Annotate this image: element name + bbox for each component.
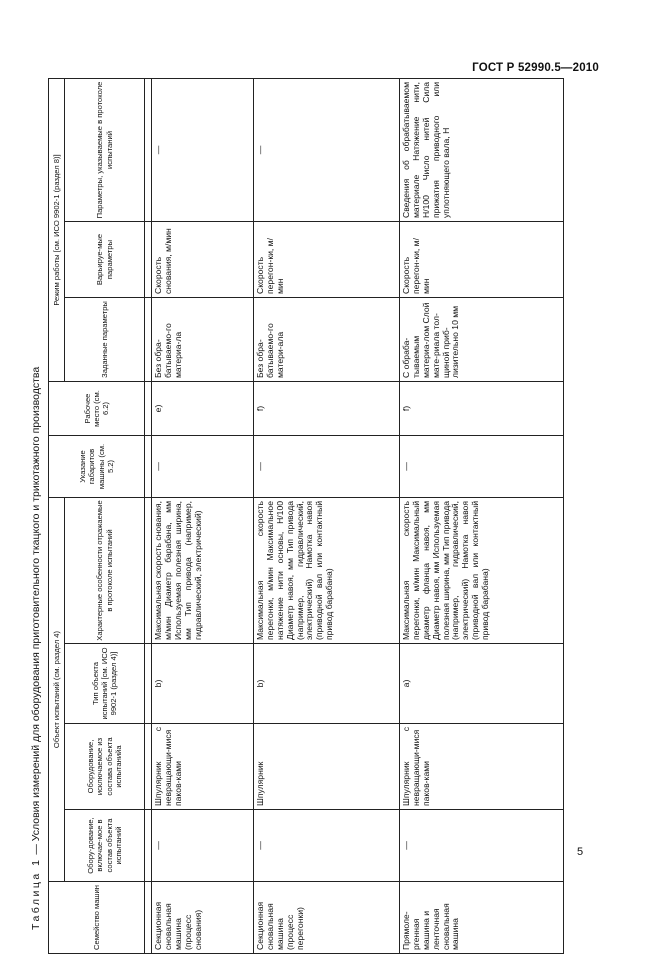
cell-varied-params: Скорость перегон-ки, м/мин bbox=[254, 222, 400, 298]
cell-family: Секционная сновальная машина (процесс перегонки) bbox=[254, 882, 400, 954]
table-row bbox=[152, 79, 254, 954]
cell-reported-params: — bbox=[152, 79, 254, 222]
col-header-family: Семейство машин bbox=[49, 882, 145, 954]
cell-characteristics: Максимальная скорость перегонки, м/мин Максимальное натяжение нити основы, Н/100 Диаметр навоя, мм Тип привода (например, гидравлический, электрический) Намотка навоя (приводной вал или контактный привод барабана) bbox=[254, 498, 400, 644]
table-row bbox=[400, 79, 564, 954]
cell-dimensions: — bbox=[152, 436, 254, 498]
col-header-dimensions: Указание габаритов машины (см. 5.2) bbox=[49, 436, 145, 498]
cell-excluded: Шпулярник bbox=[254, 724, 400, 810]
cell-reported-params: Сведения об обрабатываемом материале Натяжение нити, Н/100 Число нитей Сила прижатия приводного или уплотняющего вала, Н bbox=[400, 79, 564, 222]
page-number: 5 bbox=[577, 846, 584, 858]
document-header: ГОСТ Р 52990.5—2010 bbox=[472, 62, 599, 74]
col-header-varied-params: Варьируе-мые параметры bbox=[65, 222, 145, 298]
cell-varied-params: Скорость снования, м/мин bbox=[152, 222, 254, 298]
cell-workplace: e) bbox=[152, 382, 254, 436]
measurement-conditions-table bbox=[48, 78, 564, 954]
cell-workplace: f) bbox=[254, 382, 400, 436]
col-header-given-params: Заданные параметры bbox=[65, 298, 145, 382]
table-caption-word: Таблица 1 bbox=[30, 857, 42, 930]
table-caption-text: — Условия измерений для оборудования приготовительного ткацкого и трикотажного производства bbox=[30, 366, 42, 855]
col-header-object-type: Тип объекта испытаний [см. ИСО 9902-1 (раздел 4)] bbox=[65, 644, 145, 724]
table-title bbox=[30, 367, 42, 930]
cell-included: — bbox=[254, 810, 400, 882]
table-row bbox=[254, 79, 400, 954]
spacer-row bbox=[145, 79, 152, 954]
cell-reported-params: — bbox=[254, 79, 400, 222]
col-header-excluded: Оборудование, исключаемое из состава объекта испытанийa bbox=[65, 724, 145, 810]
col-header-reported-params: Параметры, указываемые в протоколе испытаний bbox=[65, 79, 145, 222]
cell-given-params: Без обра-батываемо-го матери-ала bbox=[254, 298, 400, 382]
col-header-included: Обору-дование, включае-мое в состав объекта испытаний bbox=[65, 810, 145, 882]
cell-given-params: Без обра-батываемо-го материа-ла bbox=[152, 298, 254, 382]
rotated-table-area bbox=[18, 74, 564, 958]
cell-excluded: Шпулярник с невращающи-мися паков-ками bbox=[400, 724, 564, 810]
col-header-characteristics: Характерные особенности отражаемые в протоколе испытаний bbox=[65, 498, 145, 644]
col-header-workplace: Рабочее место (см. 6.2) bbox=[49, 382, 145, 436]
cell-workplace: f) bbox=[400, 382, 564, 436]
cell-dimensions: — bbox=[400, 436, 564, 498]
col-header-object-group: Объект испытаний (см. раздел 4) bbox=[49, 498, 65, 882]
cell-family: Прямоле-ргенная машина и ленточная сновальная машина bbox=[400, 882, 564, 954]
cell-given-params: С обраба-тываемым материа-лом Слой мате-риала тол-щиной приб-лизительно 10 мм bbox=[400, 298, 564, 382]
cell-varied-params: Скорость перегон-ки, м/мин bbox=[400, 222, 564, 298]
col-header-mode-group: Режим работы [см. ИСО 9902-1 (раздел 8)] bbox=[49, 79, 65, 382]
cell-characteristics: Максимальная скорость снования, м/мин Диаметр барабана, мм Используемая полезная ширина, мм Тип привода (например, гидравлический, электрический) bbox=[152, 498, 254, 644]
cell-excluded: Шпулярник с невращающи-мися паков-ками bbox=[152, 724, 254, 810]
cell-object-type: b) bbox=[152, 644, 254, 724]
cell-object-type: b) bbox=[254, 644, 400, 724]
cell-included: — bbox=[400, 810, 564, 882]
cell-dimensions: — bbox=[254, 436, 400, 498]
cell-family: Секционная сновальная машина (процесс снования) bbox=[152, 882, 254, 954]
cell-characteristics: Максимальная скорость перегонки, м/мин Максимальный диаметр фланца навоя, мм Диаметр навоя, мм Используемая полезная ширина, мм Тип привода (например, гидравлический, электрический) Намотка навоя (приводной вал или контактный привод барабана) bbox=[400, 498, 564, 644]
cell-included: — bbox=[152, 810, 254, 882]
cell-object-type: a) bbox=[400, 644, 564, 724]
